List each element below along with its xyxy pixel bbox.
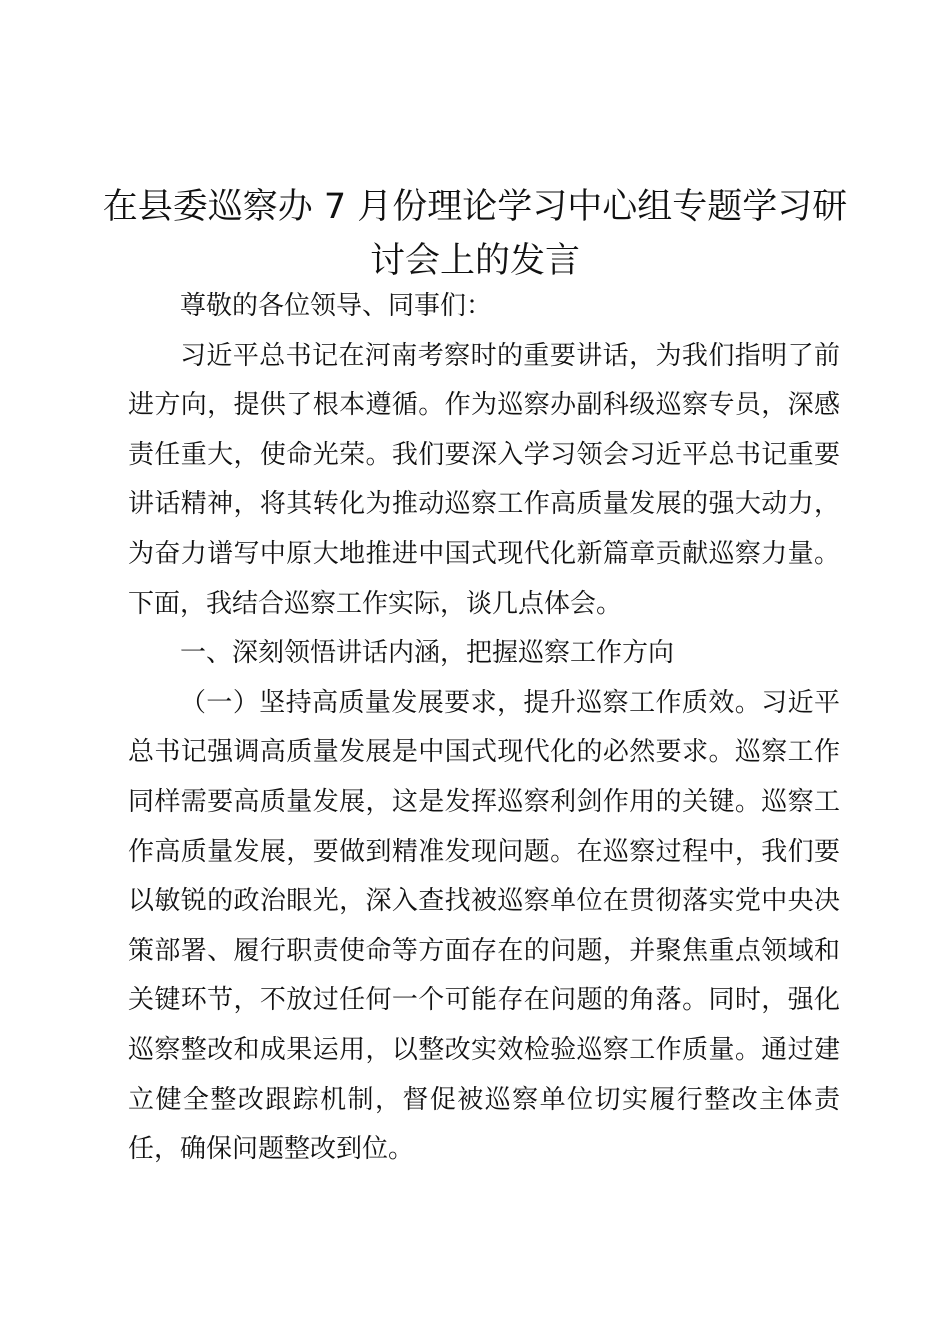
paragraph-intro: 习近平总书记在河南考察时的重要讲话，为我们指明了前进方向，提供了根本遵循。作为巡察办副科级巡察专员，深感责任重大，使命光荣。我们要深入学习领会习近平总书记重要讲话精神，将其转化为推动巡察工作高质量发展的强大动力，为奋力谱写中原大地推进中国式现代化新篇章贡献巡察力量。下面，我结合巡察工作实际，谈几点体会。: [128, 340, 840, 619]
salutation: 尊敬的各位领导、同事们：: [180, 291, 493, 321]
document-body: [128, 282, 840, 1175]
document-title: 在县委巡察办 7 月份理论学习中心组专题学习研讨会上的发言: [102, 187, 848, 281]
section-heading-1: 一、深刻领悟讲话内涵，把握巡察工作方向: [180, 638, 675, 669]
paragraph-subsection-1: （一）坚持高质量发展要求，提升巡察工作质效。习近平总书记强调高质量发展是中国式现代化的必然要求。巡察工作同样需要高质量发展，这是发挥巡察利剑作用的关键。巡察工作高质量发展，要做到精准发现问题。在巡察过程中，我们要以敏锐的政治眼光，深入查找被巡察单位在贯彻落实党中央决策部署、履行职责使命等方面存在的问题，并聚焦重点领域和关键环节，不放过任何一个可能存在问题的角落。同时，强化巡察整改和成果运用，以整改实效检验巡察工作质量。通过建立健全整改跟踪机制，督促被巡察单位切实履行整改主体责任，确保问题整改到位。: [128, 687, 840, 1165]
